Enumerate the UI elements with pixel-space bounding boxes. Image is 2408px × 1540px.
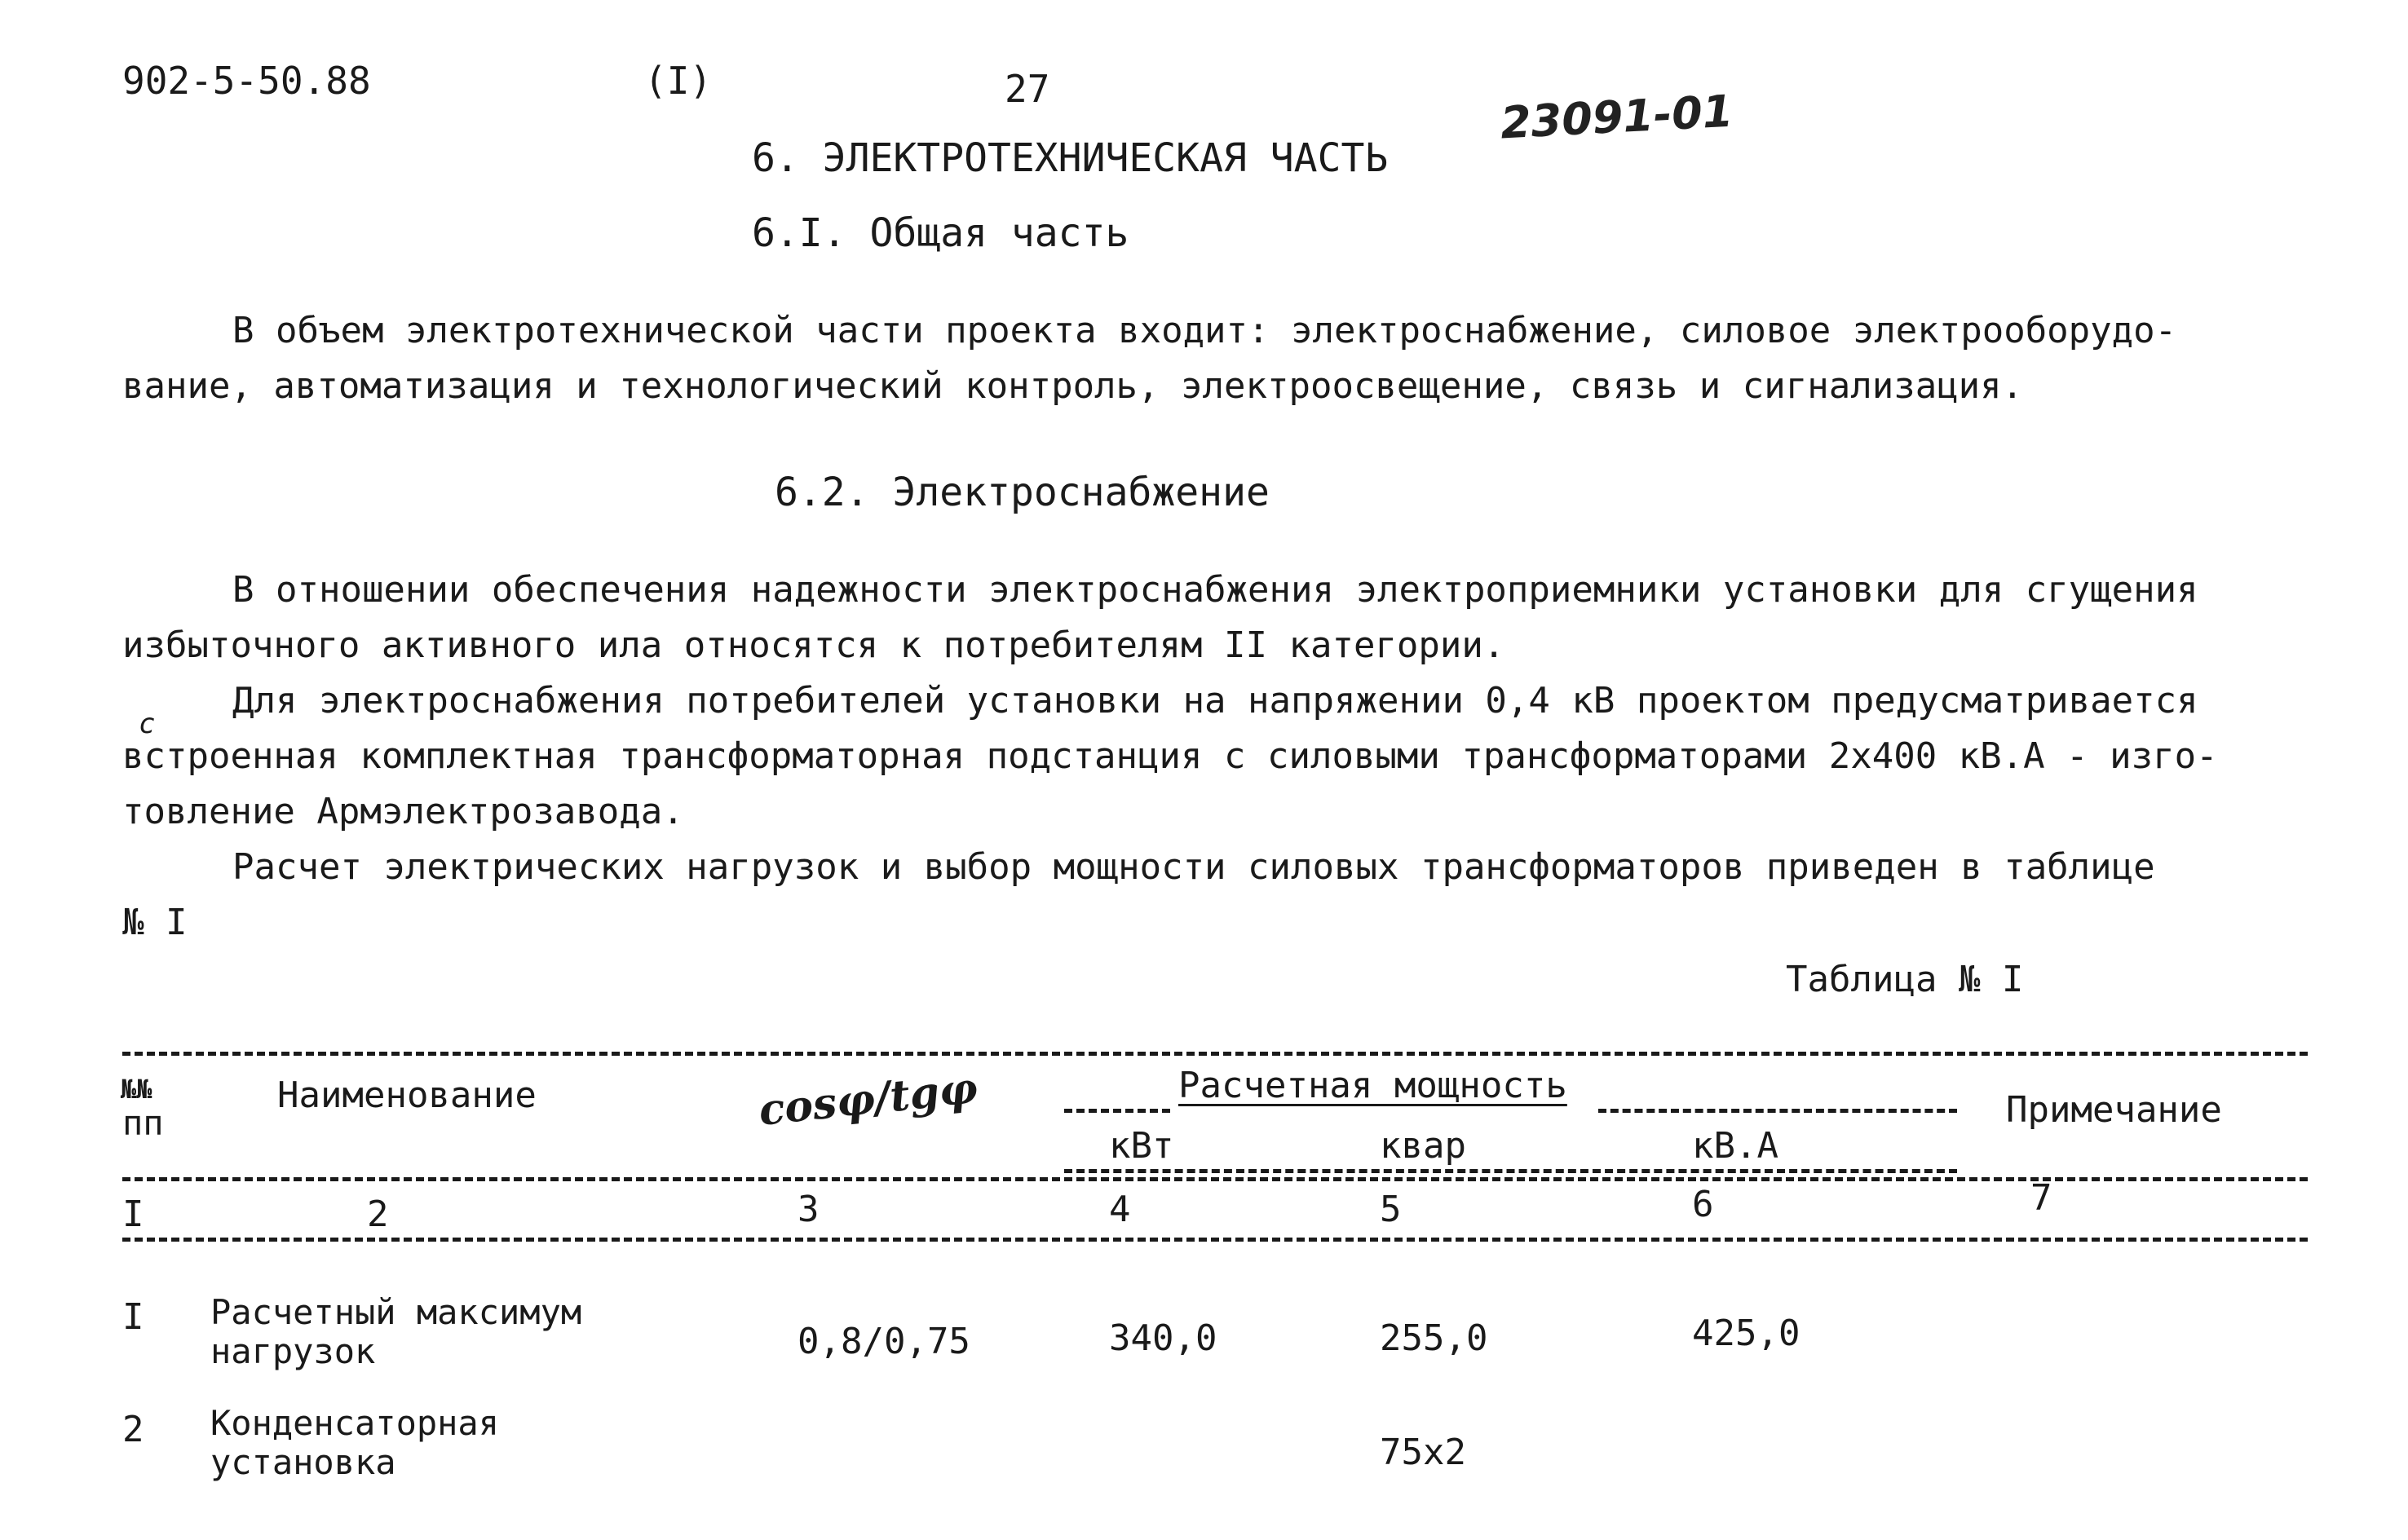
inventory-number: 23091-01 bbox=[1499, 85, 1734, 149]
paragraph-4-line-1: Расчет электрических нагрузок и выбор мощности силовых трансформаторов приведен в таблице bbox=[232, 846, 2155, 888]
row-1-name-line-1: Расчетный максимум bbox=[210, 1292, 582, 1332]
power-subheader-rule bbox=[1064, 1169, 1957, 1173]
subsection-2-title: 6.2. Электроснабжение bbox=[775, 470, 1270, 515]
header-kw: кВт bbox=[1109, 1125, 1174, 1167]
paragraph-1-line-1: В объем электротехнической части проекта входит: электроснабжение, силовое электрооборудо- bbox=[232, 310, 2177, 351]
row-1-cos: 0,8/0,75 bbox=[798, 1321, 970, 1362]
header-kvar: квар bbox=[1380, 1125, 1466, 1167]
header-name: Наименование bbox=[277, 1074, 537, 1116]
column-number-2: 2 bbox=[367, 1194, 389, 1235]
paragraph-2-line-2: избыточного активного ила относятся к потребителям II категории. bbox=[122, 624, 1505, 666]
row-1-kva: 425,0 bbox=[1692, 1313, 1800, 1354]
header-note: Примечание bbox=[2006, 1089, 2222, 1131]
paragraph-4-line-2: № I bbox=[122, 902, 188, 943]
header-num: №№ bbox=[121, 1074, 152, 1105]
column-number-rule bbox=[122, 1238, 2308, 1242]
header-kva: кВ.А bbox=[1692, 1125, 1778, 1167]
header-num-pp: пп bbox=[122, 1103, 164, 1143]
table-top-rule bbox=[122, 1052, 2308, 1056]
page-number: 27 bbox=[1005, 67, 1050, 111]
column-number-6: 6 bbox=[1692, 1184, 1714, 1225]
row-2-name-line-2: установка bbox=[210, 1442, 396, 1482]
handwritten-correction: с bbox=[139, 708, 156, 740]
row-1-kvar: 255,0 bbox=[1380, 1317, 1488, 1359]
header-power-group: Расчетная мощность bbox=[1178, 1065, 1567, 1106]
document-code: 902-5-50.88 bbox=[122, 59, 371, 103]
power-group-rule-left bbox=[1064, 1109, 1170, 1113]
header-bottom-rule bbox=[122, 1177, 2308, 1181]
table-caption: Таблица № I bbox=[1786, 959, 2024, 1000]
column-number-7: 7 bbox=[2030, 1177, 2052, 1219]
power-group-rule-right bbox=[1598, 1109, 1957, 1113]
column-number-5: 5 bbox=[1380, 1189, 1402, 1230]
subsection-1-title: 6.I. Общая часть bbox=[752, 210, 1129, 256]
column-number-1: I bbox=[122, 1194, 144, 1235]
column-number-3: 3 bbox=[798, 1189, 820, 1230]
row-1-num: I bbox=[122, 1296, 144, 1338]
paragraph-2-line-1: В отношении обеспечения надежности электроснабжения электроприемники установки для сгущения bbox=[232, 569, 2198, 611]
paragraph-3-line-2: встроенная комплектная трансформаторная подстанция с силовыми трансформаторами 2х400 кВ.А - изго- bbox=[122, 735, 2218, 777]
section-title: 6. ЭЛЕКТРОТЕХНИЧЕСКАЯ ЧАСТЬ bbox=[752, 135, 1389, 181]
row-2-num: 2 bbox=[122, 1409, 144, 1450]
paragraph-1-line-2: вание, автоматизация и технологический контроль, электроосвещение, связь и сигнализация. bbox=[122, 365, 2024, 407]
document-part: (I) bbox=[644, 59, 713, 103]
row-1-name-line-2: нагрузок bbox=[210, 1331, 376, 1371]
column-number-4: 4 bbox=[1109, 1189, 1131, 1230]
row-1-kw: 340,0 bbox=[1109, 1317, 1217, 1359]
paragraph-3-line-1: Для электроснабжения потребителей установки на напряжении 0,4 кВ проектом предусматривается bbox=[232, 680, 2198, 721]
row-2-name-line-1: Конденсаторная bbox=[210, 1403, 500, 1443]
row-2-kvar: 75х2 bbox=[1380, 1432, 1466, 1473]
paragraph-3-line-3: товление Армэлектрозавода. bbox=[122, 791, 684, 832]
header-cos-phi: cosφ/tgφ bbox=[756, 1063, 980, 1136]
